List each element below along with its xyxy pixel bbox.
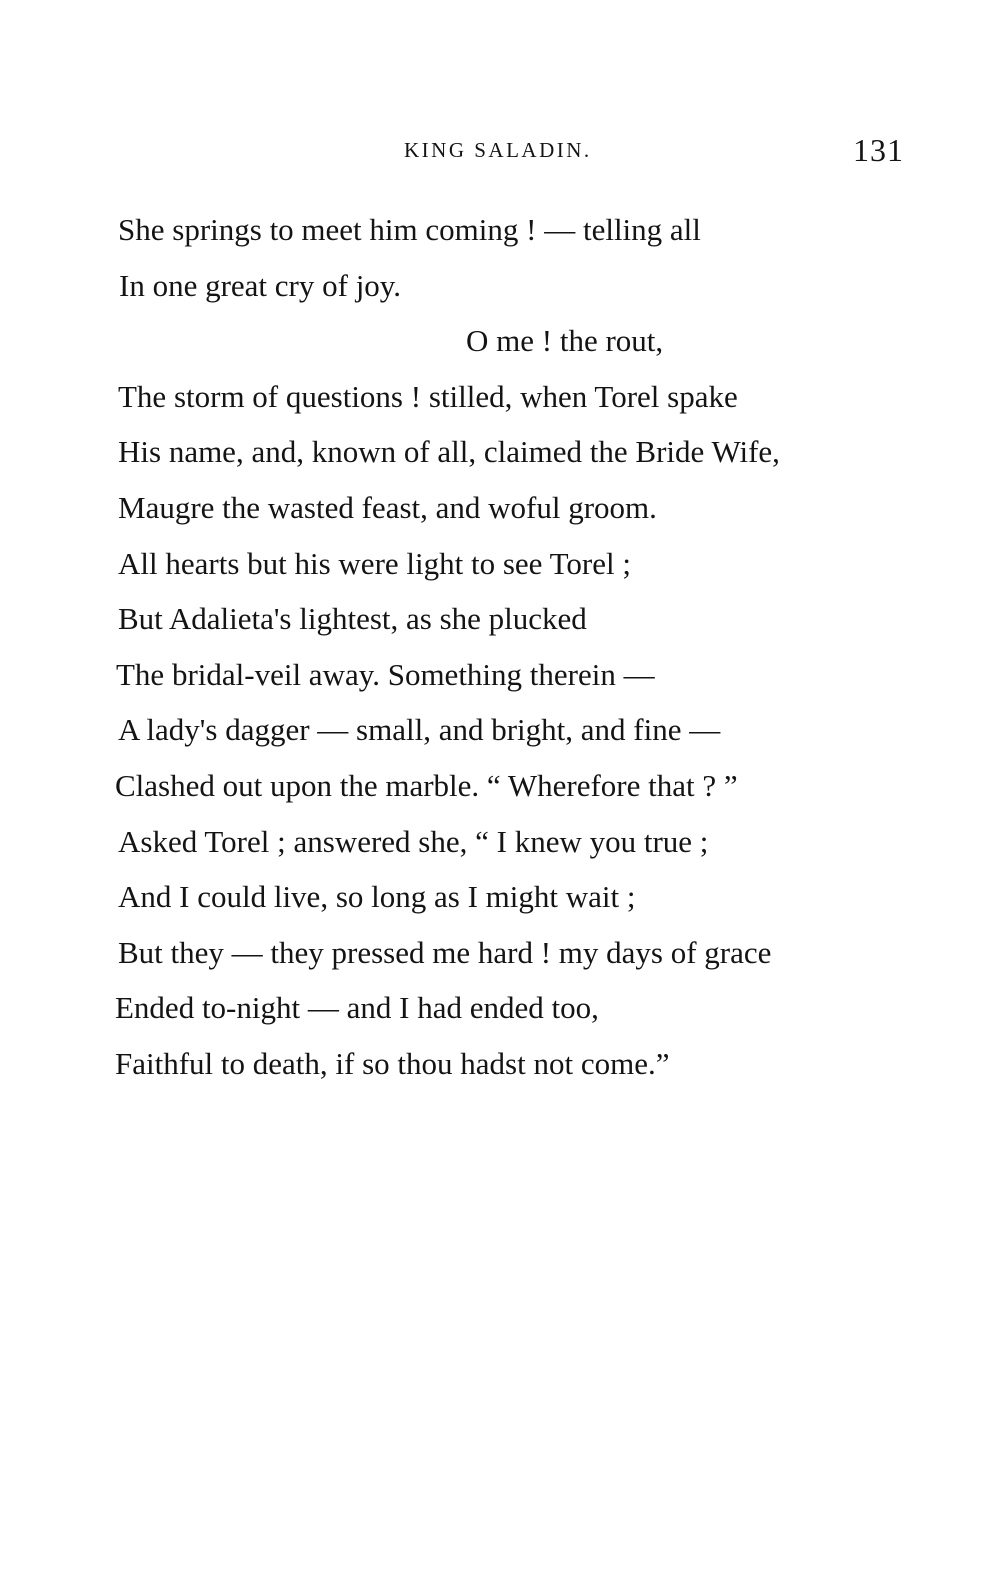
poem-line: But they — they pressed me hard ! my days of grace (118, 934, 772, 970)
poem-line: The bridal-veil away. Something therein — (116, 656, 655, 692)
poem-text (115, 210, 915, 1100)
poem-line: The storm of questions ! stilled, when Torel spake (118, 378, 738, 414)
poem-line: In one great cry of joy. (119, 267, 402, 303)
poem-line: A lady's dagger — small, and bright, and fine — (118, 712, 721, 748)
poem-line: Asked Torel ; answered she, “ I knew you true ; (118, 823, 709, 859)
poem-line: All hearts but his were light to see Torel ; (118, 545, 631, 581)
poem-line: Clashed out upon the marble. “ Wherefore that ? ” (115, 767, 738, 803)
poem-line: Maugre the wasted feast, and woful groom. (118, 489, 657, 525)
poem-line: And I could live, so long as I might wait ; (118, 879, 636, 915)
poem-line: But Adalieta's lightest, as she plucked (118, 601, 587, 637)
page-number: 131 (853, 132, 904, 168)
poem-line: She springs to meet him coming ! — telling all (118, 212, 701, 247)
running-head (0, 132, 1000, 168)
running-title: KING SALADIN. (404, 138, 592, 162)
poem-line: His name, and, known of all, claimed the Bride Wife, (118, 434, 780, 470)
poem-line: Ended to-night — and I had ended too, (115, 990, 599, 1026)
poem-line: Faithful to death, if so thou hadst not come.” (115, 1045, 670, 1081)
poem-line: O me ! the rout, (466, 323, 664, 359)
